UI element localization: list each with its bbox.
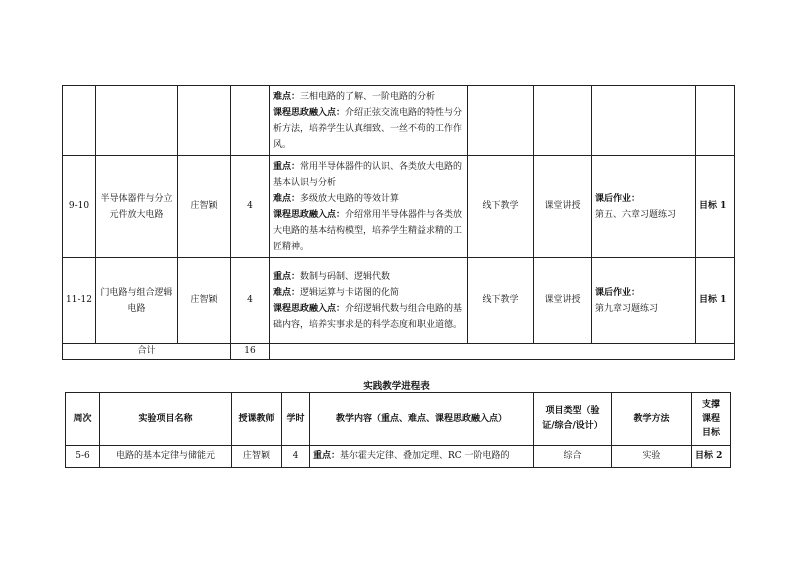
content-text: 三相电路的了解、一阶电路的分析	[300, 91, 436, 102]
total-empty-cell	[270, 344, 735, 360]
content-label: 课程思政融入点：	[273, 107, 346, 118]
column-header-teacher: 授课教师	[232, 393, 282, 446]
goal-cell: 目标 1	[696, 156, 735, 258]
content-label: 重点：	[273, 271, 301, 282]
method-cell: 实验	[612, 446, 692, 468]
content-label: 难点：	[273, 91, 301, 102]
total-label: 合计	[63, 344, 231, 360]
content-text: 逻辑运算与卡诺图的化简	[300, 287, 400, 298]
column-header-type: 项目类型（验证/综合/设计）	[534, 393, 612, 446]
homework-text: 第九章习题练习	[595, 303, 659, 314]
total-row	[63, 344, 735, 360]
content-label: 课程思政融入点：	[273, 209, 346, 220]
content-text: 介绍逻辑代数与组合电路的基础内容，培养实事求是的科学态度和职业道德。	[273, 303, 463, 330]
hours-cell: 4	[231, 258, 270, 344]
week-cell: 11-12	[63, 258, 96, 344]
table-row	[63, 258, 735, 344]
content-text: 介绍常用半导体器件与各类放大电路的基本结构模型，培养学生精益求精的工匠精神。	[273, 209, 463, 252]
theory-schedule-table	[62, 85, 735, 360]
content-cell	[270, 86, 468, 156]
header-row	[66, 393, 731, 446]
teacher-cell: 庄智颖	[232, 446, 282, 468]
homework-cell	[592, 156, 696, 258]
content-label: 难点：	[273, 287, 301, 298]
column-header-hours: 学时	[282, 393, 310, 446]
hours-cell: 4	[282, 446, 310, 468]
homework-label: 课后作业：	[595, 193, 641, 204]
table-row	[63, 156, 735, 258]
topic-cell: 半导体器件与分立元件放大电路	[96, 156, 178, 258]
content-label: 重点：	[273, 161, 301, 172]
content-text: 基尔霍夫定律、叠加定理、RC 一阶电路的	[340, 451, 510, 461]
type-cell: 综合	[534, 446, 612, 468]
hours-cell	[231, 86, 270, 156]
teacher-cell: 庄智颖	[178, 258, 231, 344]
method-cell: 课堂讲授	[534, 258, 592, 344]
total-hours: 16	[231, 344, 270, 360]
content-text: 常用半导体器件的认识、各类放大电路的基本认识与分析	[273, 161, 463, 188]
table-row	[66, 446, 731, 468]
week-cell: 9-10	[63, 156, 96, 258]
content-label: 重点：	[313, 451, 341, 461]
topic-cell	[96, 86, 178, 156]
content-label: 课程思政融入点：	[273, 303, 346, 314]
homework-label: 课后作业：	[595, 287, 641, 298]
column-header-method: 教学方法	[612, 393, 692, 446]
column-header-content: 教学内容（重点、难点、课程思政融入点）	[310, 393, 534, 446]
lab-table-title: 实践教学进程表	[363, 381, 430, 392]
goal-cell: 目标 1	[696, 258, 735, 344]
table-row	[63, 86, 735, 156]
lab-schedule-table	[65, 392, 731, 468]
content-cell	[270, 258, 468, 344]
content-text: 多级放大电路的等效计算	[300, 193, 400, 204]
content-label: 难点：	[273, 193, 301, 204]
column-header-project: 实验项目名称	[100, 393, 232, 446]
content-cell	[270, 156, 468, 258]
method-cell: 课堂讲授	[534, 156, 592, 258]
topic-cell: 门电路与组合逻辑电路	[96, 258, 178, 344]
goal-cell: 目标 2	[692, 446, 731, 468]
goal-cell	[696, 86, 735, 156]
column-header-week: 周次	[66, 393, 100, 446]
project-cell: 电路的基本定律与储能元	[100, 446, 232, 468]
week-cell	[63, 86, 96, 156]
content-cell	[310, 446, 534, 468]
mode-cell: 线下教学	[468, 156, 534, 258]
content-text: 数制与码制、逻辑代数	[300, 271, 391, 282]
homework-cell	[592, 258, 696, 344]
hours-cell: 4	[231, 156, 270, 258]
teacher-cell	[178, 86, 231, 156]
homework-text: 第五、六章习题练习	[595, 209, 677, 220]
content-text: 介绍正弦交流电路的特性与分析方法，培养学生认真细致、一丝不苟的工作作风。	[273, 107, 463, 150]
method-cell	[534, 86, 592, 156]
teacher-cell: 庄智颖	[178, 156, 231, 258]
mode-cell	[468, 86, 534, 156]
column-header-goal: 支撑课程目标	[692, 393, 731, 446]
mode-cell: 线下教学	[468, 258, 534, 344]
homework-cell	[592, 86, 696, 156]
week-cell: 5-6	[66, 446, 100, 468]
